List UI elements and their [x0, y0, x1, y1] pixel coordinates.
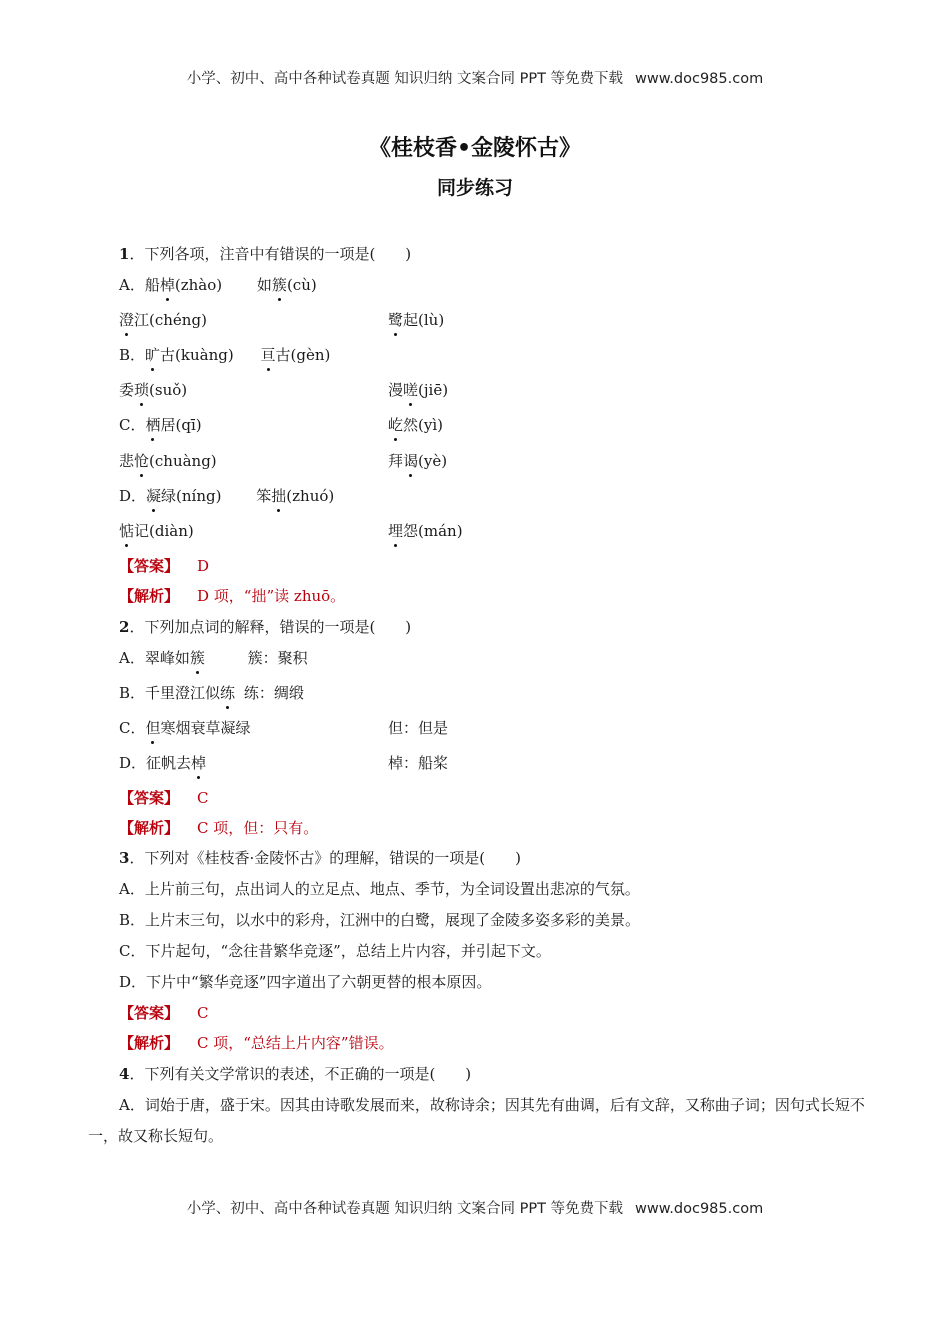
analysis-text: C 项，“总结上片内容”错误。: [197, 1034, 394, 1052]
pinyin: 怨(mán): [403, 522, 463, 540]
analysis-label: 【解析】: [119, 587, 180, 605]
pinyin: 绿(níng): [161, 487, 222, 505]
footer-text: 小学、初中、高中各种试卷真题 知识归纳 文案合同 PPT 等免费下载: [186, 1201, 624, 1217]
question-4-stem: [119, 1064, 471, 1084]
word: 拜: [388, 452, 404, 470]
q3-analysis: [119, 1033, 394, 1053]
dotted-char: 澄: [119, 311, 135, 329]
dotted-char: 簇: [271, 276, 287, 294]
option-letter: D．: [119, 487, 147, 505]
answer-label: 【答案】: [119, 557, 180, 575]
answer-value: C: [197, 789, 209, 807]
pinyin: (cù): [286, 276, 317, 294]
footer-url[interactable]: www.doc985.com: [635, 1201, 764, 1217]
dotted-char: 练: [220, 684, 236, 702]
q4-option-a: A．词始于唐，盛于宋。因其由诗歌发展而来，故称诗余；因其先有曲调，后有文辞，又称曲子词；因句式长短不一，故又称长短句。: [88, 1096, 865, 1145]
question-text: ．下列加点词的解释，错误的一项是(: [129, 618, 376, 636]
pinyin: 居(qī): [160, 416, 202, 434]
dotted-char: 凝: [146, 487, 162, 505]
q3-option-d: D．下片中“繁华竞逐”四字道出了六朝更替的根本原因。: [119, 973, 492, 991]
explanation: 练：绸缎: [243, 684, 304, 702]
dotted-char: 亘: [260, 346, 276, 364]
q1-option-d-row1: [119, 486, 334, 506]
dotted-char: 鹭: [388, 311, 404, 329]
q1-option-c-row1-left: [119, 415, 202, 435]
dotted-char: 琐: [134, 381, 150, 399]
option-letter: B．: [119, 346, 146, 364]
pinyin: (zhào): [174, 276, 223, 294]
paren-close: ): [515, 849, 521, 867]
pinyin: 江(chéng): [134, 311, 207, 329]
answer-value: C: [197, 1004, 209, 1022]
pinyin: (jiē): [418, 381, 449, 399]
dotted-char: 惦: [119, 522, 135, 540]
q1-answer: [119, 556, 209, 576]
q1-option-c-row2-right: [388, 451, 447, 471]
phrase: 翠峰如: [144, 649, 190, 667]
question-text: ．下列对《桂枝香·金陵怀古》的理解，错误的一项是(: [129, 849, 486, 867]
word: 悲: [119, 452, 135, 470]
q1-option-b-row2-left: [119, 380, 187, 400]
answer-label: 【答案】: [119, 789, 180, 807]
option-letter: A．: [119, 649, 145, 667]
q2-option-d: [119, 753, 206, 773]
pinyin: 古(kuàng): [160, 346, 234, 364]
q1-option-b-row1: [119, 345, 330, 365]
q2-answer: [119, 788, 209, 808]
pinyin: 起(lù): [403, 311, 445, 329]
analysis-text: C 项，但：只有。: [197, 819, 319, 837]
header-url[interactable]: www.doc985.com: [635, 71, 764, 87]
q1-option-a-row2-left: [119, 310, 207, 330]
pinyin: 然(yì): [403, 416, 443, 434]
dotted-char: 谒: [403, 452, 419, 470]
q1-option-a-row1: [119, 275, 317, 295]
dotted-char: 栖: [145, 416, 161, 434]
question-text: ．下列各项，注音中有错误的一项是(: [129, 245, 376, 263]
q1-analysis: [119, 586, 345, 606]
q1-option-c-row2-left: [119, 451, 217, 471]
page-footer-banner: [0, 1197, 950, 1218]
analysis-label: 【解析】: [119, 819, 180, 837]
option-letter: A．: [119, 276, 145, 294]
word: 如: [256, 276, 272, 294]
q3-option-c: C．下片起句，“念往昔繁华竞逐”，总结上片内容，并引起下文。: [119, 942, 551, 960]
question-number: 2: [119, 618, 130, 636]
question-3-stem: [119, 848, 521, 868]
header-text: 小学、初中、高中各种试卷真题 知识归纳 文案合同 PPT 等免费下载: [186, 71, 624, 87]
q1-option-c-row1-right: [388, 415, 443, 435]
page-header-banner: [0, 67, 950, 88]
question-1-stem: [119, 244, 411, 264]
q1-option-d-row2-right: [388, 521, 463, 541]
option-letter: D．: [119, 754, 147, 772]
q2-option-d-explanation: 棹：船桨: [388, 754, 449, 772]
q3-answer: [119, 1003, 209, 1023]
q2-analysis: [119, 818, 318, 838]
paren-close: ): [405, 618, 412, 636]
paren-close: ): [465, 1065, 472, 1083]
pinyin: (chuàng): [149, 452, 217, 470]
explanation: 簇：聚积: [247, 649, 308, 667]
dotted-char: 棹: [191, 754, 207, 772]
pinyin: 记(diàn): [134, 522, 194, 540]
q3-option-b: B．上片末三句，以水中的彩舟，江洲中的白鹭，展现了金陵多姿多彩的美景。: [119, 911, 641, 929]
question-number: 1: [119, 245, 130, 263]
pinyin: (zhuó): [286, 487, 335, 505]
phrase: 征帆去: [146, 754, 192, 772]
pinyin: (yè): [418, 452, 448, 470]
q2-option-b: [119, 683, 304, 703]
question-text: ．下列有关文学常识的表述，不正确的一项是(: [129, 1065, 436, 1083]
q2-option-c: [119, 718, 251, 738]
dotted-char: 嗟: [403, 381, 419, 399]
dotted-char: 簇: [189, 649, 205, 667]
pinyin: (suǒ): [149, 381, 188, 399]
document-subtitle: 同步练习: [436, 177, 513, 199]
document-title: 《桂枝香•金陵怀古》: [368, 136, 582, 161]
question-number: 3: [119, 849, 130, 867]
pinyin: 古(gèn): [275, 346, 331, 364]
dotted-char: 埋: [388, 522, 404, 540]
q1-option-a-row2-right: [388, 310, 444, 330]
question-number: 4: [119, 1065, 130, 1083]
word: 委: [119, 381, 135, 399]
dotted-char: 棹: [159, 276, 175, 294]
answer-value: D: [197, 557, 210, 575]
dotted-char: 旷: [145, 346, 161, 364]
word: 笨: [256, 487, 272, 505]
word: 船: [144, 276, 160, 294]
q2-option-a: [119, 648, 308, 668]
answer-label: 【答案】: [119, 1004, 180, 1022]
q3-option-a: A．上片前三句，点出词人的立足点、地点、季节，为全词设置出悲凉的气氛。: [119, 880, 640, 898]
dotted-char: 但: [145, 719, 161, 737]
q1-option-b-row2-right: [388, 380, 448, 400]
option-letter: B．: [119, 684, 146, 702]
dotted-char: 怆: [134, 452, 150, 470]
phrase: 千里澄江似: [145, 684, 221, 702]
dotted-char: 拙: [271, 487, 287, 505]
q1-option-d-row2-left: [119, 521, 194, 541]
q2-option-c-explanation: 但：但是: [388, 719, 449, 737]
dotted-char: 屹: [388, 416, 404, 434]
word: 漫: [388, 381, 404, 399]
phrase: 寒烟衰草凝绿: [160, 719, 251, 737]
question-2-stem: [119, 617, 411, 637]
analysis-text: D 项，“拙”读 zhuō。: [197, 587, 346, 605]
paren-close: ): [405, 245, 412, 263]
option-letter: C．: [119, 416, 146, 434]
analysis-label: 【解析】: [119, 1034, 180, 1052]
option-letter: C．: [119, 719, 146, 737]
